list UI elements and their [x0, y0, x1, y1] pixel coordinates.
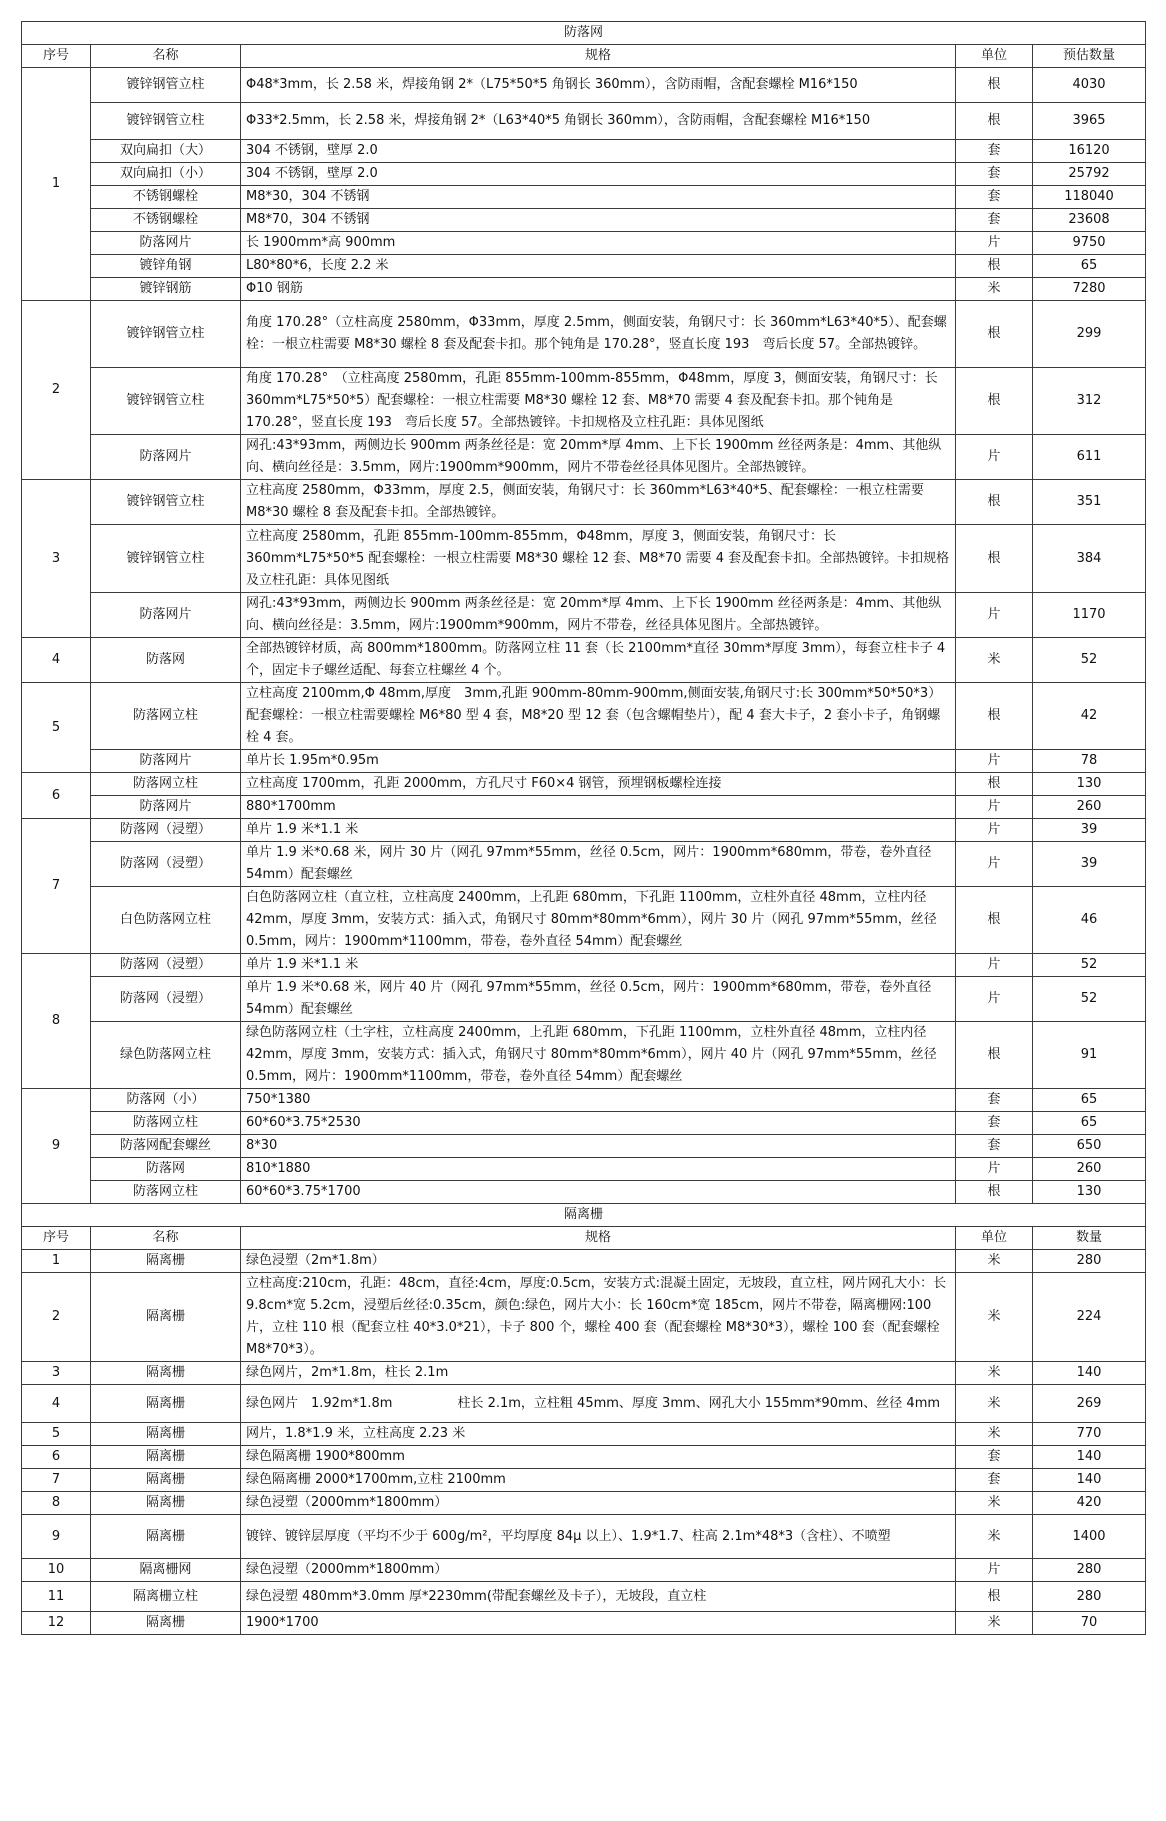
- table-row: [22, 1135, 1146, 1158]
- item-spec: 立柱高度:210cm，孔距：48cm，直径:4cm，厚度:0.5cm，安装方式:混凝土固定，无坡段，直立柱，网片网孔大小：长 9.8cm*宽 5.2cm，浸塑后丝径:0.35cm，颜色:绿色，网片大小：长 160cm*宽 185cm，网片不带卷，隔离栅网:100 片，立柱 110 根（配套立柱 40*3.0*21），卡子 800 个，螺栓 400 套（配套螺栓 M8*30*3），螺栓 100 套（配套螺栓 M8*70*3）。: [241, 1273, 956, 1362]
- item-spec: 绿色防落网立柱（土字柱，立柱高度 2400mm，上孔距 680mm，下孔距 1100mm，立柱外直径 48mm，立柱内径 42mm，厚度 3mm，安装方式：插入式，角钢尺寸 80mm*80mm*6mm），网片 40 片（网孔 97mm*55mm，丝径 0.5mm，网片：1900mm*1100mm，带卷，卷外直径 54mm）配套螺丝: [241, 1022, 956, 1089]
- row-number: 5: [22, 1423, 91, 1446]
- table-row: [22, 278, 1146, 301]
- item-spec: 1900*1700: [241, 1612, 956, 1635]
- table-row: [22, 255, 1146, 278]
- item-name: 镀锌钢管立柱: [91, 68, 241, 103]
- item-quantity: 140: [1033, 1469, 1146, 1492]
- row-number: 7: [22, 1469, 91, 1492]
- item-quantity: 280: [1033, 1582, 1146, 1612]
- item-unit: 米: [956, 1362, 1033, 1385]
- row-number: 1: [22, 1250, 91, 1273]
- item-spec: 单片 1.9 米*1.1 米: [241, 954, 956, 977]
- table-row: [22, 1089, 1146, 1112]
- item-spec: 60*60*3.75*2530: [241, 1112, 956, 1135]
- item-unit: 套: [956, 1089, 1033, 1112]
- item-unit: 根: [956, 1022, 1033, 1089]
- item-spec: 白色防落网立柱（直立柱，立柱高度 2400mm，上孔距 680mm，下孔距 1100mm，立柱外直径 48mm，立柱内径 42mm，厚度 3mm，安装方式：插入式，角钢尺寸 80mm*80mm*6mm），网片 30 片（网孔 97mm*55mm，丝径 0.5mm，网片：1900mm*1100mm，带卷，卷外直径 54mm）配套螺丝: [241, 887, 956, 954]
- table-row: [22, 1362, 1146, 1385]
- item-quantity: 280: [1033, 1250, 1146, 1273]
- item-quantity: 269: [1033, 1385, 1146, 1423]
- item-spec: 绿色隔离栅 1900*800mm: [241, 1446, 956, 1469]
- row-number: 3: [22, 1362, 91, 1385]
- item-spec: 880*1700mm: [241, 796, 956, 819]
- table-row: [22, 103, 1146, 140]
- table-row: [22, 842, 1146, 887]
- item-quantity: 42: [1033, 683, 1146, 750]
- group-number: 5: [22, 683, 91, 773]
- item-name: 镀锌角钢: [91, 255, 241, 278]
- item-quantity: 299: [1033, 301, 1146, 368]
- item-name: 防落网片: [91, 593, 241, 638]
- item-unit: 根: [956, 683, 1033, 750]
- item-spec: 单片 1.9 米*0.68 米，网片 30 片（网孔 97mm*55mm，丝径 0.5cm，网片：1900mm*680mm，带卷，卷外直径 54mm）配套螺丝: [241, 842, 956, 887]
- item-spec: 绿色浸塑（2000mm*1800mm）: [241, 1492, 956, 1515]
- group-number: 7: [22, 819, 91, 954]
- item-spec: Φ10 钢筋: [241, 278, 956, 301]
- section2-header-no: 序号: [22, 1227, 91, 1250]
- table-row: [22, 1612, 1146, 1635]
- table-row: [22, 1250, 1146, 1273]
- row-number: 6: [22, 1446, 91, 1469]
- item-spec: 网片，1.8*1.9 米，立柱高度 2.23 米: [241, 1423, 956, 1446]
- section-title-fangluowang-row: [22, 22, 1146, 45]
- table-row: [22, 163, 1146, 186]
- table-row: [22, 301, 1146, 368]
- item-quantity: 39: [1033, 842, 1146, 887]
- item-spec: 角度 170.28° （立柱高度 2580mm，孔距 855mm-100mm-855mm，Φ48mm，厚度 3，侧面安装，角钢尺寸：长 360mm*L75*50*5）配套螺栓：一根立柱需要 M8*30 螺栓 12 套、M8*70 需要 4 套及配套卡扣。那个钝角是 170.28°，竖直长度 193 弯后长度 57。全部热镀锌。卡扣规格及立柱孔距：具体见图纸: [241, 368, 956, 435]
- section1-header-name: 名称: [91, 45, 241, 68]
- table-row: [22, 232, 1146, 255]
- item-quantity: 1170: [1033, 593, 1146, 638]
- item-unit: 米: [956, 278, 1033, 301]
- table-row: [22, 1022, 1146, 1089]
- item-name: 镀锌钢管立柱: [91, 480, 241, 525]
- item-name: 防落网立柱: [91, 773, 241, 796]
- item-unit: 片: [956, 954, 1033, 977]
- table-row: [22, 1469, 1146, 1492]
- item-name: 隔离栅: [91, 1492, 241, 1515]
- item-unit: 套: [956, 1446, 1033, 1469]
- item-name: 防落网（浸塑）: [91, 842, 241, 887]
- spec-table: [21, 21, 1146, 1635]
- item-spec: 60*60*3.75*1700: [241, 1181, 956, 1204]
- table-row: [22, 819, 1146, 842]
- item-unit: 根: [956, 887, 1033, 954]
- item-quantity: 224: [1033, 1273, 1146, 1362]
- item-spec: 全部热镀锌材质，高 800mm*1800mm。防落网立柱 11 套（长 2100mm*直径 30mm*厚度 3mm），每套立柱卡子 4 个，固定卡子螺丝适配、每套立柱螺丝 4 个。: [241, 638, 956, 683]
- item-unit: 根: [956, 773, 1033, 796]
- item-spec: 8*30: [241, 1135, 956, 1158]
- table-row: [22, 1273, 1146, 1362]
- item-quantity: 1400: [1033, 1515, 1146, 1559]
- item-spec: 绿色网片 1.92m*1.8m 柱长 2.1m，立柱粗 45mm、厚度 3mm、网孔大小 155mm*90mm、丝径 4mm: [241, 1385, 956, 1423]
- item-spec: 304 不锈钢，壁厚 2.0: [241, 163, 956, 186]
- item-unit: 片: [956, 796, 1033, 819]
- table-row: [22, 683, 1146, 750]
- section2-header-spec: 规格: [241, 1227, 956, 1250]
- item-unit: 片: [956, 819, 1033, 842]
- item-name: 防落网立柱: [91, 1181, 241, 1204]
- item-name: 防落网立柱: [91, 683, 241, 750]
- item-name: 防落网: [91, 1158, 241, 1181]
- item-name: 防落网: [91, 638, 241, 683]
- section-title-fangluowang: 防落网: [22, 22, 1146, 45]
- row-number: 2: [22, 1273, 91, 1362]
- row-number: 9: [22, 1515, 91, 1559]
- item-name: 防落网立柱: [91, 1112, 241, 1135]
- item-name: 镀锌钢管立柱: [91, 368, 241, 435]
- item-unit: 米: [956, 638, 1033, 683]
- item-spec: 立柱高度 2580mm，Φ33mm，厚度 2.5，侧面安装，角钢尺寸：长 360mm*L63*40*5、配套螺栓：一根立柱需要 M8*30 螺栓 8 套及配套卡扣。全部热镀锌。: [241, 480, 956, 525]
- section2-header-qty: 数量: [1033, 1227, 1146, 1250]
- item-quantity: 770: [1033, 1423, 1146, 1446]
- item-spec: 单片 1.9 米*1.1 米: [241, 819, 956, 842]
- item-quantity: 52: [1033, 954, 1146, 977]
- item-quantity: 420: [1033, 1492, 1146, 1515]
- section1-header-row: [22, 45, 1146, 68]
- item-name: 双向扁扣（小）: [91, 163, 241, 186]
- item-unit: 套: [956, 1469, 1033, 1492]
- table-row: [22, 1492, 1146, 1515]
- table-row: [22, 638, 1146, 683]
- table-row: [22, 435, 1146, 480]
- group-number: 6: [22, 773, 91, 819]
- item-spec: 750*1380: [241, 1089, 956, 1112]
- document-sheet: [21, 21, 1145, 1635]
- item-name: 隔离栅: [91, 1515, 241, 1559]
- item-name: 防落网配套螺丝: [91, 1135, 241, 1158]
- item-name: 防落网（小）: [91, 1089, 241, 1112]
- item-quantity: 260: [1033, 796, 1146, 819]
- group-number: 9: [22, 1089, 91, 1204]
- item-quantity: 130: [1033, 773, 1146, 796]
- table-row: [22, 1423, 1146, 1446]
- item-spec: 单片 1.9 米*0.68 米，网片 40 片（网孔 97mm*55mm，丝径 0.5cm，网片：1900mm*680mm，带卷，卷外直径 54mm）配套螺丝: [241, 977, 956, 1022]
- item-spec: 立柱高度 2580mm，孔距 855mm-100mm-855mm，Φ48mm，厚度 3，侧面安装，角钢尺寸：长 360mm*L75*50*5 配套螺栓：一根立柱需要 M8*30 螺栓 12 套、M8*70 需要 4 套及配套卡扣。全部热镀锌。卡扣规格及立柱孔距：具体见图纸: [241, 525, 956, 593]
- item-quantity: 312: [1033, 368, 1146, 435]
- item-quantity: 16120: [1033, 140, 1146, 163]
- item-spec: 单片长 1.95m*0.95m: [241, 750, 956, 773]
- item-name: 防落网片: [91, 750, 241, 773]
- item-name: 隔离栅: [91, 1273, 241, 1362]
- item-spec: 网孔:43*93mm，两侧边长 900mm 两条丝径是：宽 20mm*厚 4mm、上下长 1900mm 丝径两条是：4mm、其他纵向、横向丝径是：3.5mm，网片:1900mm*900mm，网片不带卷，丝径具体见图片。全部热镀锌。: [241, 593, 956, 638]
- row-number: 8: [22, 1492, 91, 1515]
- item-quantity: 650: [1033, 1135, 1146, 1158]
- item-spec: M8*30，304 不锈钢: [241, 186, 956, 209]
- item-spec: 绿色隔离栅 2000*1700mm,立柱 2100mm: [241, 1469, 956, 1492]
- item-unit: 米: [956, 1612, 1033, 1635]
- item-unit: 套: [956, 1112, 1033, 1135]
- item-unit: 片: [956, 1158, 1033, 1181]
- item-spec: L80*80*6，长度 2.2 米: [241, 255, 956, 278]
- item-unit: 套: [956, 1135, 1033, 1158]
- section-title-gelizha: 隔离栅: [22, 1204, 1146, 1227]
- table-row: [22, 140, 1146, 163]
- table-row: [22, 750, 1146, 773]
- item-spec: Φ48*3mm，长 2.58 米，焊接角钢 2*（L75*50*5 角钢长 360mm），含防雨帽，含配套螺栓 M16*150: [241, 68, 956, 103]
- item-name: 镀锌钢筋: [91, 278, 241, 301]
- section2-header-unit: 单位: [956, 1227, 1033, 1250]
- section1-header-spec: 规格: [241, 45, 956, 68]
- item-name: 隔离栅: [91, 1446, 241, 1469]
- item-name: 镀锌钢管立柱: [91, 525, 241, 593]
- item-unit: 片: [956, 750, 1033, 773]
- row-number: 12: [22, 1612, 91, 1635]
- item-unit: 米: [956, 1423, 1033, 1446]
- item-name: 白色防落网立柱: [91, 887, 241, 954]
- item-unit: 片: [956, 593, 1033, 638]
- table-row: [22, 1112, 1146, 1135]
- table-row: [22, 1385, 1146, 1423]
- item-name: 隔离栅: [91, 1612, 241, 1635]
- item-name: 防落网（浸塑）: [91, 819, 241, 842]
- item-name: 双向扁扣（大）: [91, 140, 241, 163]
- table-row: [22, 887, 1146, 954]
- group-number: 4: [22, 638, 91, 683]
- item-unit: 套: [956, 163, 1033, 186]
- item-unit: 套: [956, 140, 1033, 163]
- table-row: [22, 954, 1146, 977]
- item-name: 绿色防落网立柱: [91, 1022, 241, 1089]
- item-unit: 片: [956, 842, 1033, 887]
- item-name: 镀锌钢管立柱: [91, 301, 241, 368]
- table-row: [22, 593, 1146, 638]
- item-spec: 立柱高度 1700mm，孔距 2000mm，方孔尺寸 F60×4 钢管，预埋钢板螺栓连接: [241, 773, 956, 796]
- row-number: 10: [22, 1559, 91, 1582]
- item-quantity: 611: [1033, 435, 1146, 480]
- item-quantity: 91: [1033, 1022, 1146, 1089]
- item-unit: 根: [956, 525, 1033, 593]
- item-name: 防落网片: [91, 232, 241, 255]
- table-row: [22, 1515, 1146, 1559]
- table-row: [22, 1582, 1146, 1612]
- table-row: [22, 525, 1146, 593]
- table-row: [22, 368, 1146, 435]
- table-row: [22, 796, 1146, 819]
- table-row: [22, 1158, 1146, 1181]
- item-quantity: 351: [1033, 480, 1146, 525]
- item-spec: 绿色浸塑（2m*1.8m）: [241, 1250, 956, 1273]
- item-name: 隔离栅: [91, 1423, 241, 1446]
- item-spec: Φ33*2.5mm，长 2.58 米，焊接角钢 2*（L63*40*5 角钢长 360mm），含防雨帽，含配套螺栓 M16*150: [241, 103, 956, 140]
- item-name: 隔离栅: [91, 1362, 241, 1385]
- section1-header-qty: 预估数量: [1033, 45, 1146, 68]
- section1-header-unit: 单位: [956, 45, 1033, 68]
- item-name: 不锈钢螺栓: [91, 186, 241, 209]
- section2-header-row: [22, 1227, 1146, 1250]
- group-number: 8: [22, 954, 91, 1089]
- table-row: [22, 1559, 1146, 1582]
- item-name: 隔离栅网: [91, 1559, 241, 1582]
- item-name: 隔离栅: [91, 1250, 241, 1273]
- item-unit: 根: [956, 301, 1033, 368]
- item-spec: 绿色浸塑 480mm*3.0mm 厚*2230mm(带配套螺丝及卡子），无坡段，直立柱: [241, 1582, 956, 1612]
- item-quantity: 46: [1033, 887, 1146, 954]
- item-name: 防落网（浸塑）: [91, 954, 241, 977]
- row-number: 11: [22, 1582, 91, 1612]
- item-quantity: 140: [1033, 1362, 1146, 1385]
- item-quantity: 130: [1033, 1181, 1146, 1204]
- item-quantity: 3965: [1033, 103, 1146, 140]
- item-quantity: 25792: [1033, 163, 1146, 186]
- item-quantity: 65: [1033, 255, 1146, 278]
- item-quantity: 280: [1033, 1559, 1146, 1582]
- section1-header-no: 序号: [22, 45, 91, 68]
- item-quantity: 52: [1033, 977, 1146, 1022]
- item-unit: 米: [956, 1515, 1033, 1559]
- item-quantity: 260: [1033, 1158, 1146, 1181]
- item-spec: M8*70，304 不锈钢: [241, 209, 956, 232]
- item-spec: 立柱高度 2100mm,Φ 48mm,厚度 3mm,孔距 900mm-80mm-900mm,侧面安装,角钢尺寸:长 300mm*50*50*3）配套螺栓：一根立柱需要螺栓 M6*80 型 4 套，M8*20 型 12 套（包含螺帽垫片），配 4 套大卡子，2 套小卡子，角钢螺栓 4 套。: [241, 683, 956, 750]
- item-unit: 片: [956, 977, 1033, 1022]
- item-unit: 片: [956, 232, 1033, 255]
- item-unit: 米: [956, 1492, 1033, 1515]
- item-unit: 片: [956, 1559, 1033, 1582]
- item-quantity: 118040: [1033, 186, 1146, 209]
- item-name: 镀锌钢管立柱: [91, 103, 241, 140]
- item-spec: 绿色网片，2m*1.8m，柱长 2.1m: [241, 1362, 956, 1385]
- item-quantity: 384: [1033, 525, 1146, 593]
- item-unit: 根: [956, 1181, 1033, 1204]
- group-number: 1: [22, 68, 91, 301]
- item-quantity: 70: [1033, 1612, 1146, 1635]
- item-spec: 304 不锈钢，壁厚 2.0: [241, 140, 956, 163]
- group-number: 2: [22, 301, 91, 480]
- item-unit: 根: [956, 68, 1033, 103]
- table-row: [22, 1181, 1146, 1204]
- item-quantity: 140: [1033, 1446, 1146, 1469]
- item-quantity: 7280: [1033, 278, 1146, 301]
- table-row: [22, 773, 1146, 796]
- table-row: [22, 1446, 1146, 1469]
- section2-header-name: 名称: [91, 1227, 241, 1250]
- item-quantity: 65: [1033, 1112, 1146, 1135]
- item-quantity: 78: [1033, 750, 1146, 773]
- group-number: 3: [22, 480, 91, 638]
- item-unit: 根: [956, 1582, 1033, 1612]
- item-unit: 米: [956, 1250, 1033, 1273]
- table-row: [22, 480, 1146, 525]
- item-unit: 米: [956, 1273, 1033, 1362]
- item-unit: 根: [956, 480, 1033, 525]
- item-spec: 810*1880: [241, 1158, 956, 1181]
- item-name: 不锈钢螺栓: [91, 209, 241, 232]
- item-quantity: 9750: [1033, 232, 1146, 255]
- item-unit: 根: [956, 103, 1033, 140]
- item-unit: 套: [956, 186, 1033, 209]
- item-name: 隔离栅: [91, 1469, 241, 1492]
- item-name: 隔离栅立柱: [91, 1582, 241, 1612]
- item-unit: 套: [956, 209, 1033, 232]
- item-spec: 镀锌、镀锌层厚度（平均不少于 600g/m²，平均厚度 84μ 以上）、1.9*1.7、柱高 2.1m*48*3（含柱）、不喷塑: [241, 1515, 956, 1559]
- item-quantity: 23608: [1033, 209, 1146, 232]
- item-name: 防落网（浸塑）: [91, 977, 241, 1022]
- item-name: 防落网片: [91, 435, 241, 480]
- item-unit: 根: [956, 368, 1033, 435]
- item-unit: 米: [956, 1385, 1033, 1423]
- item-spec: 网孔:43*93mm，两侧边长 900mm 两条丝径是：宽 20mm*厚 4mm、上下长 1900mm 丝径两条是：4mm、其他纵向、横向丝径是：3.5mm，网片:1900mm*900mm，网片不带卷丝径具体见图片。全部热镀锌。: [241, 435, 956, 480]
- table-row: [22, 68, 1146, 103]
- item-name: 防落网片: [91, 796, 241, 819]
- table-row: [22, 209, 1146, 232]
- item-spec: 长 1900mm*高 900mm: [241, 232, 956, 255]
- item-quantity: 39: [1033, 819, 1146, 842]
- row-number: 4: [22, 1385, 91, 1423]
- item-unit: 片: [956, 435, 1033, 480]
- item-quantity: 65: [1033, 1089, 1146, 1112]
- item-spec: 绿色浸塑（2000mm*1800mm）: [241, 1559, 956, 1582]
- item-unit: 根: [956, 255, 1033, 278]
- table-row: [22, 977, 1146, 1022]
- item-name: 隔离栅: [91, 1385, 241, 1423]
- item-spec: 角度 170.28°（立柱高度 2580mm，Φ33mm，厚度 2.5mm，侧面安装，角钢尺寸：长 360mm*L63*40*5）、配套螺栓：一根立柱需要 M8*30 螺栓 8 套及配套卡扣。那个钝角是 170.28°，竖直长度 193 弯后长度 57。全部热镀锌。: [241, 301, 956, 368]
- item-quantity: 52: [1033, 638, 1146, 683]
- item-quantity: 4030: [1033, 68, 1146, 103]
- section-title-gelizha-row: [22, 1204, 1146, 1227]
- table-row: [22, 186, 1146, 209]
